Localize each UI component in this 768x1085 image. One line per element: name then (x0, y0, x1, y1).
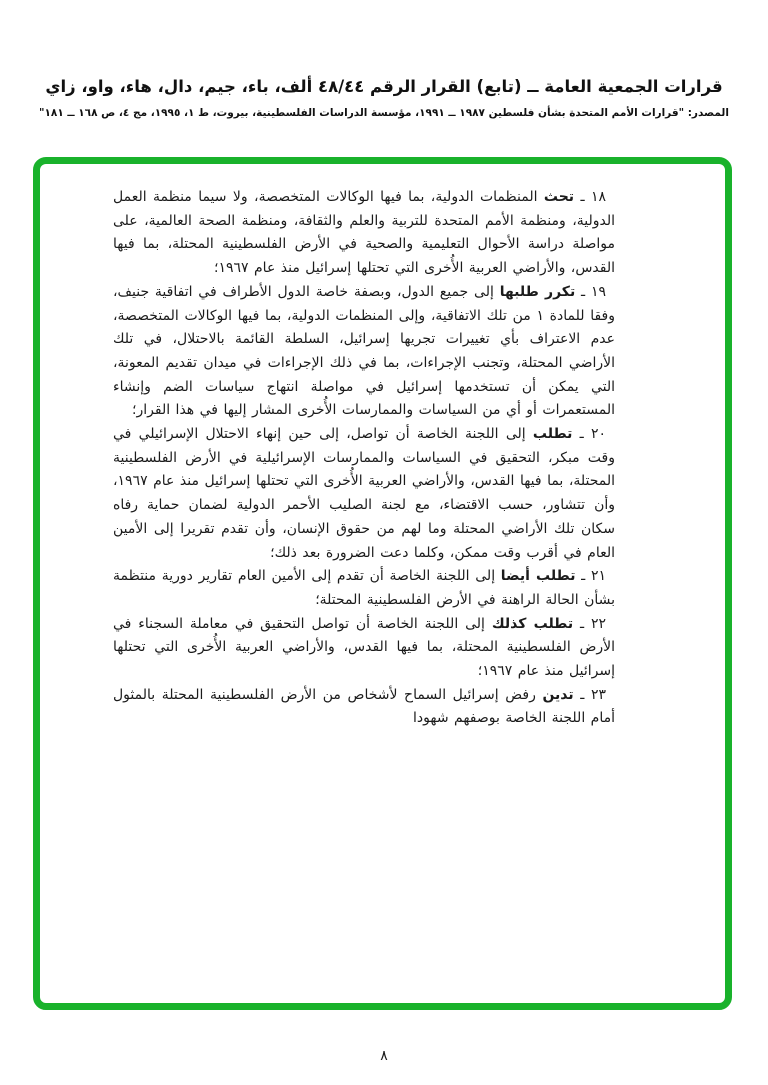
paragraph-separator: ـ (580, 189, 585, 205)
paragraph-body: المنظمات الدولية، بما فيها الوكالات المتخصصة، ولا سيما منظمة العمل الدولية، ومنظمة الأمم المتحدة للتربية والعلم والثقافة، ومنظمة الصحة العالمية، على مواصلة دراسة الأحوال التعليمية والصحية في الأرض الفلسطينية المحتلة، بما فيها القدس، والأراضي العربية الأُخرى التي تحتلها إسرائيل منذ عام ١٩٦٧؛ (113, 189, 615, 277)
paragraph-22 (113, 613, 615, 684)
source-citation: المصدر: "قرارات الأمم المتحدة بشأن فلسطين ١٩٨٧ ــ ١٩٩١، مؤسسة الدراسات الفلسطينية، بيروت، ط ١، ١٩٩٥، مج ٤، ص ١٦٨ ــ ١٨١" (39, 107, 729, 119)
paragraph-number: ١٩ (590, 283, 607, 300)
paragraph-23 (113, 684, 615, 731)
paragraph-separator: ـ (580, 686, 585, 703)
paragraph-number: ٢٢ (590, 615, 607, 632)
paragraph-separator: ـ (581, 283, 586, 300)
paragraph-21 (113, 565, 615, 612)
page-number: ٨ (380, 1048, 388, 1064)
paragraph-lead-verb: تطلب كذلك (491, 615, 574, 632)
paragraph-lead-verb: تدين (542, 686, 574, 703)
paragraph-number: ٢٠ (590, 426, 606, 443)
resolution-text-column (113, 186, 615, 731)
paragraph-lead-verb: تطلب (532, 426, 573, 443)
page-header (0, 74, 768, 122)
paragraph-separator: ـ (579, 615, 585, 632)
paragraph-body: رفض إسرائيل السماح لأشخاص من الأرض الفلسطينية المحتلة بالمثول أمام اللجنة الخاصة بوصفهم شهودا (113, 686, 615, 727)
paragraph-body: إلى اللجنة الخاصة أن تواصل التحقيق في معاملة السجناء في الأرض الفلسطينية المحتلة، بما فيها القدس، والأراضي العربية الأُخرى التي تحتلها إسرائيل منذ عام ١٩٦٧؛ (113, 615, 615, 680)
paragraph-number: ١٨ (590, 189, 607, 205)
green-border-frame (33, 157, 732, 1010)
paragraph-lead-verb: تحث (543, 189, 575, 205)
paragraph-body: إلى جميع الدول، وبصفة خاصة الدول الأطراف في اتفاقية جنيف، وفقا للمادة ١ من تلك الاتفاقية، وإلى المنظمات الدولية، بما فيها الوكالات المتخصصة، عدم الاعتراف بأي تغييرات تجريها إسرائيل، السلطة القائمة بالاحتلال، في تلك الأراضي المحتلة، وتجنب الإجراءات، بما في ذلك الإجراءات في ميدان تقديم المعونة، التي يمكن أن تستخدمها إسرائيل في مواصلة انتهاج سياسات الضم وإنشاء المستعمرات أو أي من السياسات والممارسات الأُخرى المشار إليها في هذا القرار؛ (113, 283, 616, 419)
paragraph-number: ٢٣ (590, 686, 606, 703)
paragraph-separator: ـ (579, 426, 584, 443)
paragraph-18 (113, 186, 615, 281)
paragraph-body: إلى اللجنة الخاصة أن تقدم إلى الأمين العام تقارير دورية منتظمة بشأن الحالة الراهنة في الأرض الفلسطينية المحتلة؛ (113, 568, 615, 608)
paragraph-lead-verb: تكرر طلبها (499, 283, 576, 300)
paragraph-body: إلى اللجنة الخاصة أن تواصل، إلى حين إنهاء الاحتلال الإسرائيلي في وقت مبكر، التحقيق في السياسات والممارسات الإسرائيلية في الأرض الفلسطينية المحتلة، بما فيها القدس، والأراضي العربية الأُخرى التي تحتلها إسرائيل منذ عام ١٩٦٧، وأن تتشاور، حسب الاقتضاء، مع لجنة الصليب الأحمر الدولية لضمان حماية رفاه سكان تلك الأراضي المحتلة وما لهم من حقوق الإنسان، وأن تقدم تقريرا إلى الأمين العام في أقرب وقت ممكن، وكلما دعت الضرورة بعد ذلك؛ (113, 426, 615, 561)
paragraph-20 (113, 423, 615, 565)
document-title: قرارات الجمعية العامة ــ (تابع) القرار الرقم ٤٨/٤٤ ألف، باء، جيم، دال، هاء، واو، زاي (45, 77, 723, 96)
paragraph-lead-verb: تطلب أيضا (500, 568, 576, 585)
paragraph-number: ٢١ (590, 568, 607, 585)
paragraph-separator: ـ (581, 568, 586, 585)
paragraph-19 (113, 281, 615, 423)
